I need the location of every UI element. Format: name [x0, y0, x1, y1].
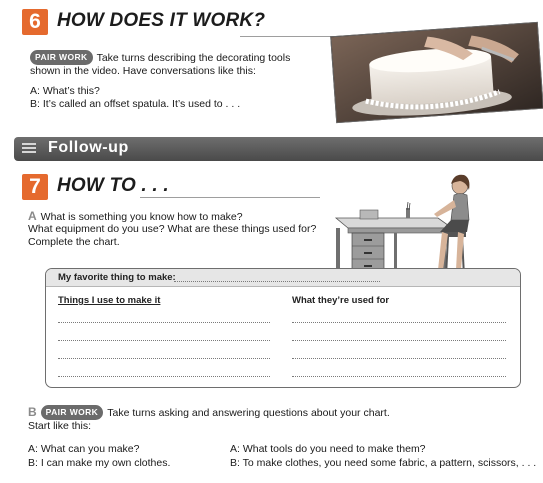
banner-title: Follow-up — [48, 139, 129, 156]
part-a-text: What is something you know how to make? — [40, 211, 243, 223]
list-icon — [22, 143, 36, 155]
section-number: 6 — [22, 9, 48, 35]
things-answer-line[interactable] — [58, 322, 270, 323]
things-answer-line[interactable] — [58, 340, 270, 341]
things-answer-line[interactable] — [58, 358, 270, 359]
part-b-letter: B — [28, 405, 37, 419]
divider — [240, 36, 340, 37]
intro-text: Take turns describing the decorating tools shown in the video. Have conversations like this: — [30, 52, 291, 77]
part-a-line: What equipment do you use? What are these things used for? — [28, 223, 317, 235]
section-title: HOW TO . . . — [57, 175, 169, 196]
things-answer-line[interactable] — [58, 376, 270, 377]
chart-header — [46, 269, 520, 287]
column-header-used-for: What they’re used for — [292, 295, 390, 306]
used-for-answer-line[interactable] — [292, 340, 506, 341]
example-line: B: To make clothes, you need some fabric, a pattern, scissors, . . . — [230, 457, 537, 469]
example-line: B: I can make my own clothes. — [28, 457, 171, 469]
follow-up-banner — [14, 137, 543, 161]
cake-illustration — [331, 23, 543, 123]
woman-at-desk-illustration — [330, 170, 480, 282]
section-number: 7 — [22, 174, 48, 200]
part-b-text: Take turns asking and answering questions about your chart. — [107, 407, 390, 419]
pair-work-badge: PAIR WORK — [41, 405, 104, 420]
part-a-line — [28, 210, 243, 224]
section-title: HOW DOES IT WORK? — [57, 10, 266, 31]
chart-header-label: My favorite thing to make: — [58, 272, 176, 283]
pair-work-badge: PAIR WORK — [30, 50, 93, 65]
part-a-line: Complete the chart. — [28, 236, 120, 248]
part-b-line — [28, 405, 390, 420]
part-b-start: Start like this: — [28, 420, 92, 432]
used-for-answer-line[interactable] — [292, 358, 506, 359]
used-for-answer-line[interactable] — [292, 376, 506, 377]
divider — [140, 197, 320, 198]
example-line: A: What tools do you need to make them? — [230, 443, 426, 455]
column-header-things: Things I use to make it — [58, 295, 161, 306]
used-for-answer-line[interactable] — [292, 322, 506, 323]
dialog-line: B: It’s called an offset spatula. It’s used to . . . — [30, 98, 241, 110]
section-6-intro — [30, 50, 320, 78]
favorite-thing-chart — [45, 268, 521, 388]
part-a-letter: A — [28, 209, 37, 223]
cake-decorating-photo — [330, 22, 543, 123]
dialog-line: A: What’s this? — [30, 85, 100, 97]
example-line: A: What can you make? — [28, 443, 140, 455]
favorite-thing-field[interactable] — [174, 281, 380, 282]
